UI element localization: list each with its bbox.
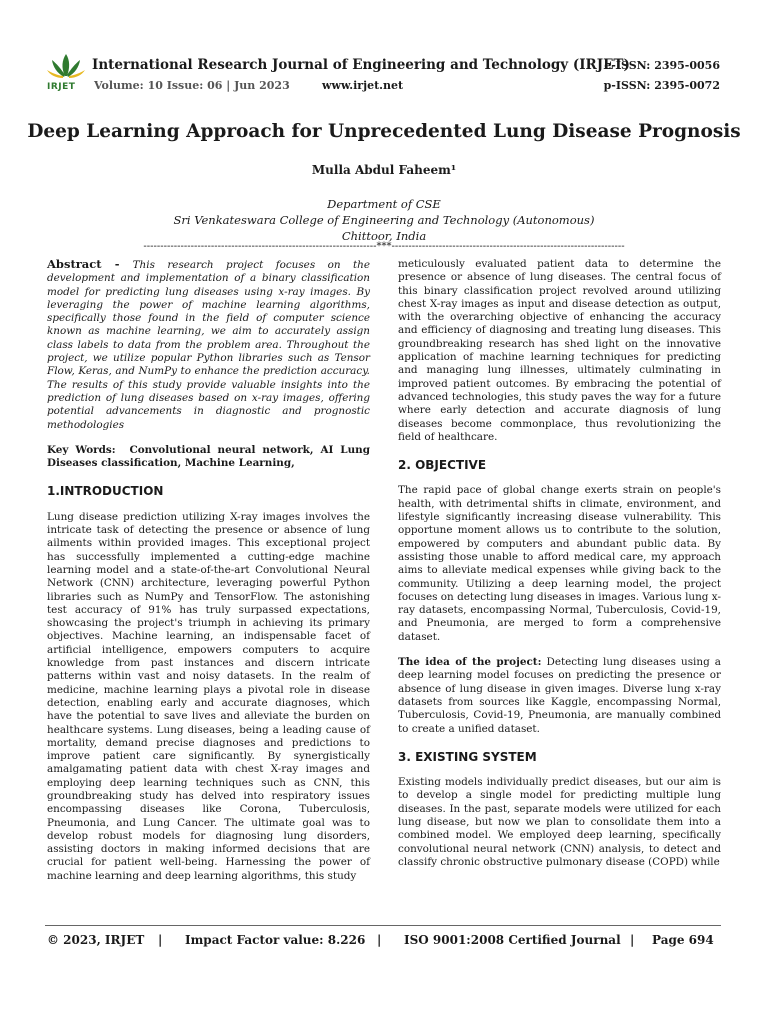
footer-divider: | [630,933,635,947]
section-separator: ---------------------------------------------------------------------***--------------------------------------------------------------------- [143,241,625,252]
keywords-text: Convolutional neural network, AI Lung Diseases classification, Machine Learning, [47,443,370,470]
abstract-text: This research project focuses on the development and implementation of a binary classification model for predicting lung diseases using x-ray images. By leveraging the power of machine learning algorithms, specifically those found in the field of computer science known as machine learning, we aim to accurately assign class labels to data from the problem area. Throughout the project, we utilize popular Python libraries such as Tensor Flow, Keras, and NumPy to enhance the prediction accuracy. The results of this study provide valuable insights into the prediction of lung diseases based on x-ray images, offering potential advancements in diagnostic and prognostic methodologies [47,259,370,431]
introduction-heading: 1.INTRODUCTION [47,484,164,499]
existing-system-text: Existing models individually predict diseases, but our aim is to develop a single model for predicting multiple lung diseases. In the past, separate models were utilized for each lung disease, but now we plan to consolidate them into a combined model. We employed deep learning, specifically convolutional neural network (CNN) analysis, to detect and classify chronic obstructive pulmonary disease (COPD) while [398,776,721,868]
footer-page-number: Page 694 [652,933,714,947]
affiliation-department: Department of CSE [327,197,441,211]
affiliation-location: Chittoor, India [341,229,427,243]
objective-text: The rapid pace of global change exerts strain on people's health, with detrimental shifts in climate, environment, and lifestyle significantly increasing disease vulnerability. This opportune moment allows us to contribute to the solution, empowered by computers and abundant public data. By assisting those unable to afford medical care, my approach aims to alleviate medical expenses while giving back to the community. Utilizing a deep learning model, the project focuses on detecting lung diseases in images. Various lung x-ray datasets, encompassing Normal, Tuberculosis, Covid-19, and Pneumonia, are merged to form a comprehensive dataset. [398,484,721,643]
project-idea-text: Detecting lung diseases using a deep learning model focuses on predicting the presence or absence of lung disease in given images. Diverse lung x-ray datasets from sources like Kaggle, encompassing Normal, Tuberculosis, Covid-19, Pneumonia, are manually combined to create a unified dataset. [398,656,721,735]
right-column [398,258,721,869]
keywords [47,444,370,471]
affiliation-college: Sri Venkateswara College of Engineering and Technology (Autonomous) [173,213,595,227]
footer-copyright: © 2023, IRJET [47,933,145,947]
footer-divider: | [377,933,382,947]
footer-impact-factor: Impact Factor value: 8.226 [185,933,366,947]
journal-name: International Research Journal of Engineering and Technology (IRJET) [92,57,630,73]
footer-iso: ISO 9001:2008 Certified Journal [404,933,621,947]
left-column [47,258,370,883]
e-issn: e-ISSN: 2395-0056 [604,59,720,72]
paper-title: Deep Learning Approach for Unprecedented Lung Disease Prognosis [27,121,741,142]
paper-author: Mulla Abdul Faheem¹ [311,163,457,177]
abstract [47,258,370,432]
footer-rule [45,925,721,926]
volume-issue: Volume: 10 Issue: 06 | Jun 2023 [94,79,290,92]
logo-text: IRJET [47,82,76,92]
p-issn: p-ISSN: 2395-0072 [603,79,720,92]
footer-divider: | [158,933,163,947]
introduction-text: Lung disease prediction utilizing X-ray images involves the intricate task of detecting the presence or absence of lung ailments within provided images. This exceptional project has successfully implemented a cutting-edge machine learning model and a state-of-the-art Convolutional Neural Network (CNN) architecture, leveraging powerful Python libraries such as NumPy and TensorFlow. The astonishing test accuracy of 91% has truly surpassed expectations, showcasing the project's triumph in achieving its primary objectives. Machine learning, an indispensable facet of artificial intelligence, empowers computers to acquire knowledge from past instances and discern intricate patterns within vast and noisy datasets. In the realm of medicine, machine learning plays a pivotal role in disease detection, enabling early and accurate diagnoses, which have the potential to save lives and alleviate the burden on healthcare systems. Lung diseases, being a leading cause of mortality, demand precise diagnoses and predictions to improve patient care significantly. By synergistically amalgamating patient data with chest X-ray images and employing deep learning techniques such as CNN, this groundbreaking study has delved into respiratory issues encompassing diseases like Corona, Tuberculosis, Pneumonia, and Lung Cancer. The ultimate goal was to develop robust models for diagnosing lung disorders, assisting doctors in making informed decisions that are crucial for patient well-being. Harnessing the power of machine learning and deep learning algorithms, this study [47,510,370,882]
journal-website: www.irjet.net [322,79,404,92]
project-idea [398,656,721,736]
abstract-label: Abstract - [47,257,133,271]
introduction-continued: meticulously evaluated patient data to determine the presence or absence of lung diseases. The central focus of this binary classification project revolved around utilizing chest X-ray images as input and disease detection as output, with the overarching objective of enhancing the accuracy and efficiency of diagnosing and treating lung diseases. This groundbreaking research has shed light on the innovative application of machine learning techniques for predicting and managing lung illnesses, ultimately culminating in improved patient outcomes. By embracing the potential of advanced technologies, this study paves the way for a future where early detection and accurate diagnosis of lung diseases become commonplace, thus revolutionizing the field of healthcare. [398,258,721,443]
existing-system-heading: 3. EXISTING SYSTEM [398,749,537,764]
project-idea-label: The idea of the project: [398,656,542,669]
objective-heading: 2. OBJECTIVE [398,458,487,473]
keywords-label: Key Words: [47,443,116,456]
